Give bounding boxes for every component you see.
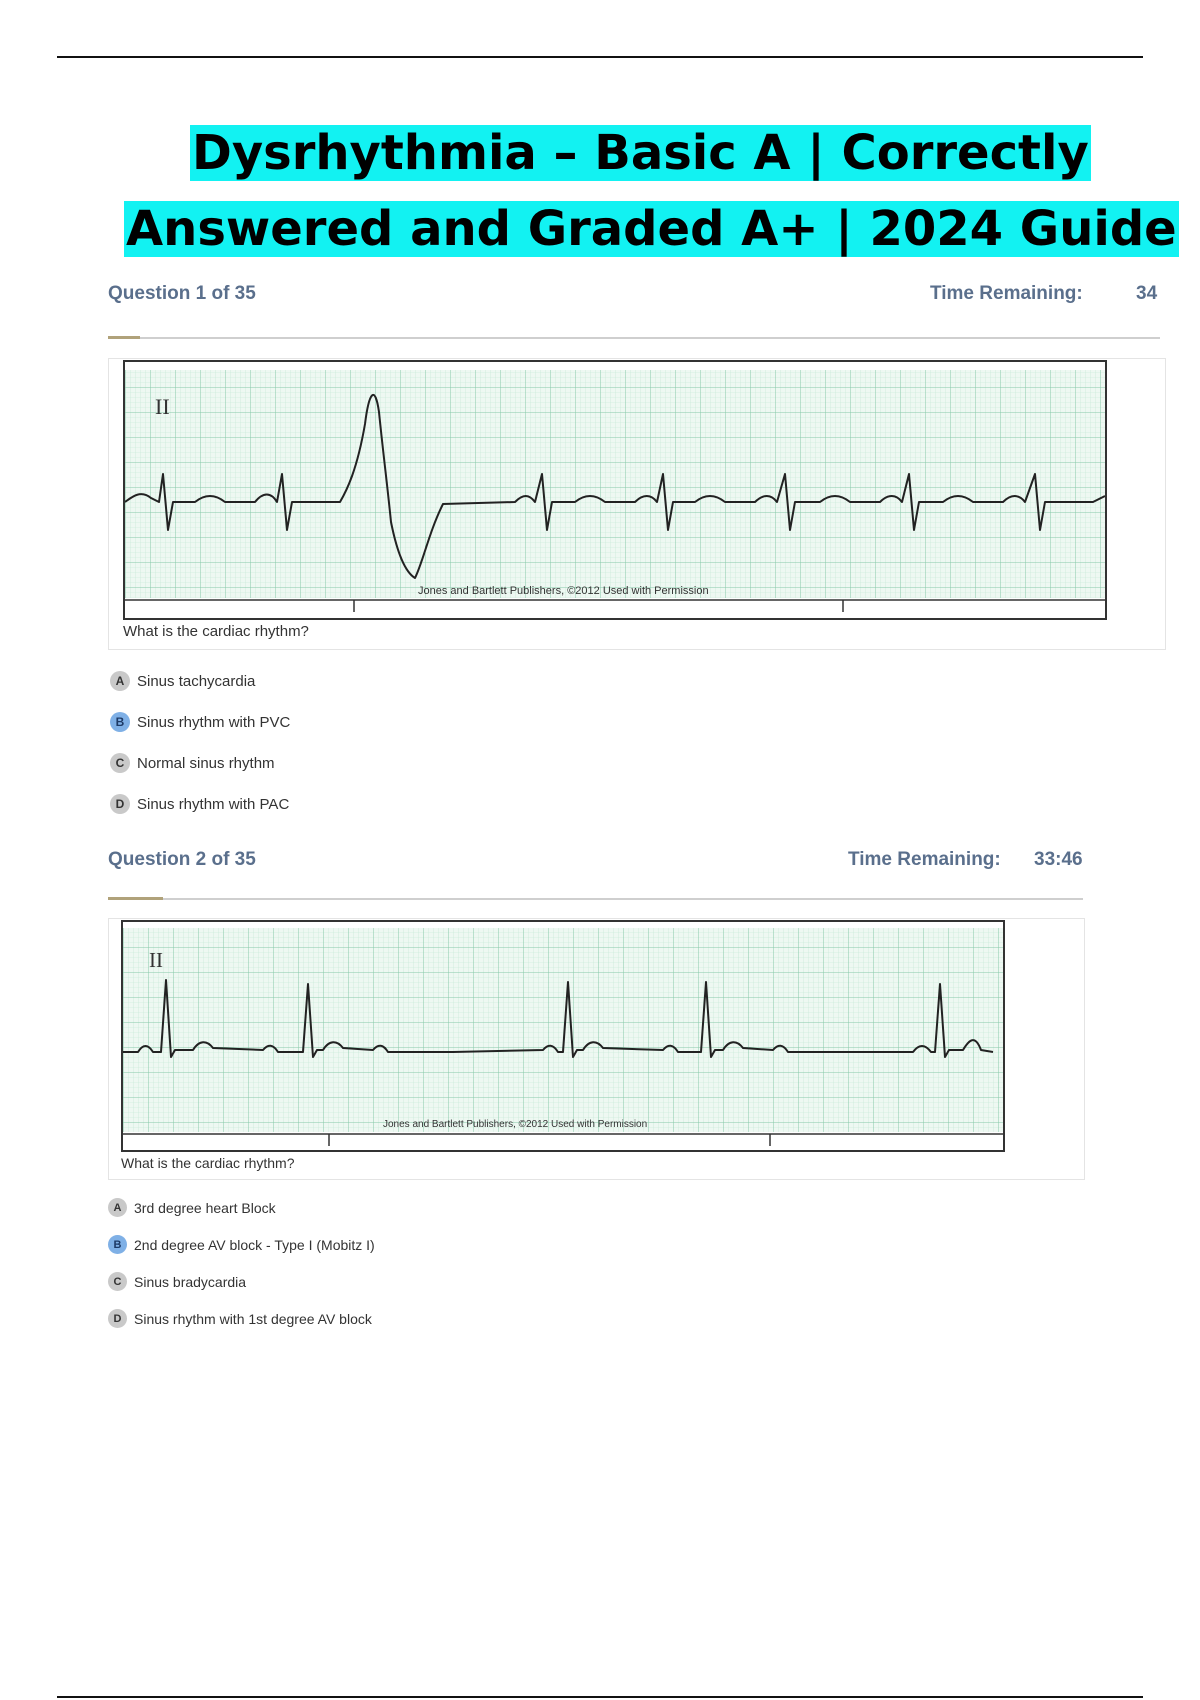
- ecg-lead-label: II: [155, 394, 170, 419]
- ecg-strip: [121, 920, 1005, 1152]
- header-divider: [140, 337, 1160, 339]
- option-text: Sinus rhythm with PVC: [137, 713, 291, 731]
- ecg-grid: [125, 370, 1105, 598]
- document-title-line-2: Answered and Graded A+ | 2024 Guide: [126, 201, 1177, 257]
- time-remaining-value: 34: [1136, 283, 1158, 304]
- ecg-lead-label: II: [149, 948, 163, 972]
- header-divider: [163, 898, 1083, 900]
- answer-option-b[interactable]: [108, 1235, 375, 1254]
- question-counter: Question 2 of 35: [108, 849, 256, 870]
- question-prompt: What is the cardiac rhythm?: [121, 1155, 295, 1171]
- option-letter-badge: A: [110, 671, 130, 691]
- answer-option-c[interactable]: [108, 1272, 246, 1291]
- option-text: 2nd degree AV block - Type I (Mobitz I): [134, 1236, 375, 1253]
- time-remaining-value: 33:46: [1034, 849, 1083, 870]
- option-text: Sinus tachycardia: [137, 672, 256, 690]
- ecg-credit: Jones and Bartlett Publishers, ©2012 Used with Permission: [418, 585, 709, 597]
- top-rule: [57, 56, 1143, 58]
- option-letter-badge: C: [108, 1272, 127, 1291]
- option-letter-badge-selected: B: [110, 712, 130, 732]
- answer-option-d[interactable]: [110, 794, 289, 814]
- ecg-credit: Jones and Bartlett Publishers, ©2012 Used with Permission: [383, 1119, 648, 1130]
- document-title-line-1: Dysrhythmia – Basic A | Correctly: [192, 125, 1089, 181]
- answer-option-a[interactable]: [110, 671, 255, 691]
- ecg-grid: [123, 928, 1003, 1132]
- progress-indicator: [108, 897, 163, 900]
- progress-indicator: [108, 336, 140, 339]
- question-counter: Question 1 of 35: [108, 283, 256, 304]
- option-letter-badge-selected: B: [108, 1235, 127, 1254]
- time-remaining-label: Time Remaining:: [848, 849, 1001, 870]
- answer-option-a[interactable]: [108, 1198, 276, 1217]
- option-text: Sinus rhythm with PAC: [137, 795, 290, 813]
- time-remaining-label: Time Remaining:: [930, 283, 1083, 304]
- option-letter-badge: C: [110, 753, 130, 773]
- answer-option-d[interactable]: [108, 1309, 372, 1328]
- answer-option-c[interactable]: [110, 753, 275, 773]
- question-prompt: What is the cardiac rhythm?: [123, 623, 309, 640]
- ecg-strip: [123, 360, 1107, 620]
- option-text: Normal sinus rhythm: [137, 754, 275, 772]
- option-text: Sinus rhythm with 1st degree AV block: [134, 1310, 372, 1327]
- option-letter-badge: D: [110, 794, 130, 814]
- option-text: Sinus bradycardia: [134, 1273, 247, 1290]
- bottom-rule: [57, 1696, 1143, 1698]
- answer-option-b[interactable]: [110, 712, 290, 732]
- option-letter-badge: D: [108, 1309, 127, 1328]
- option-text: 3rd degree heart Block: [134, 1199, 276, 1216]
- option-letter-badge: A: [108, 1198, 127, 1217]
